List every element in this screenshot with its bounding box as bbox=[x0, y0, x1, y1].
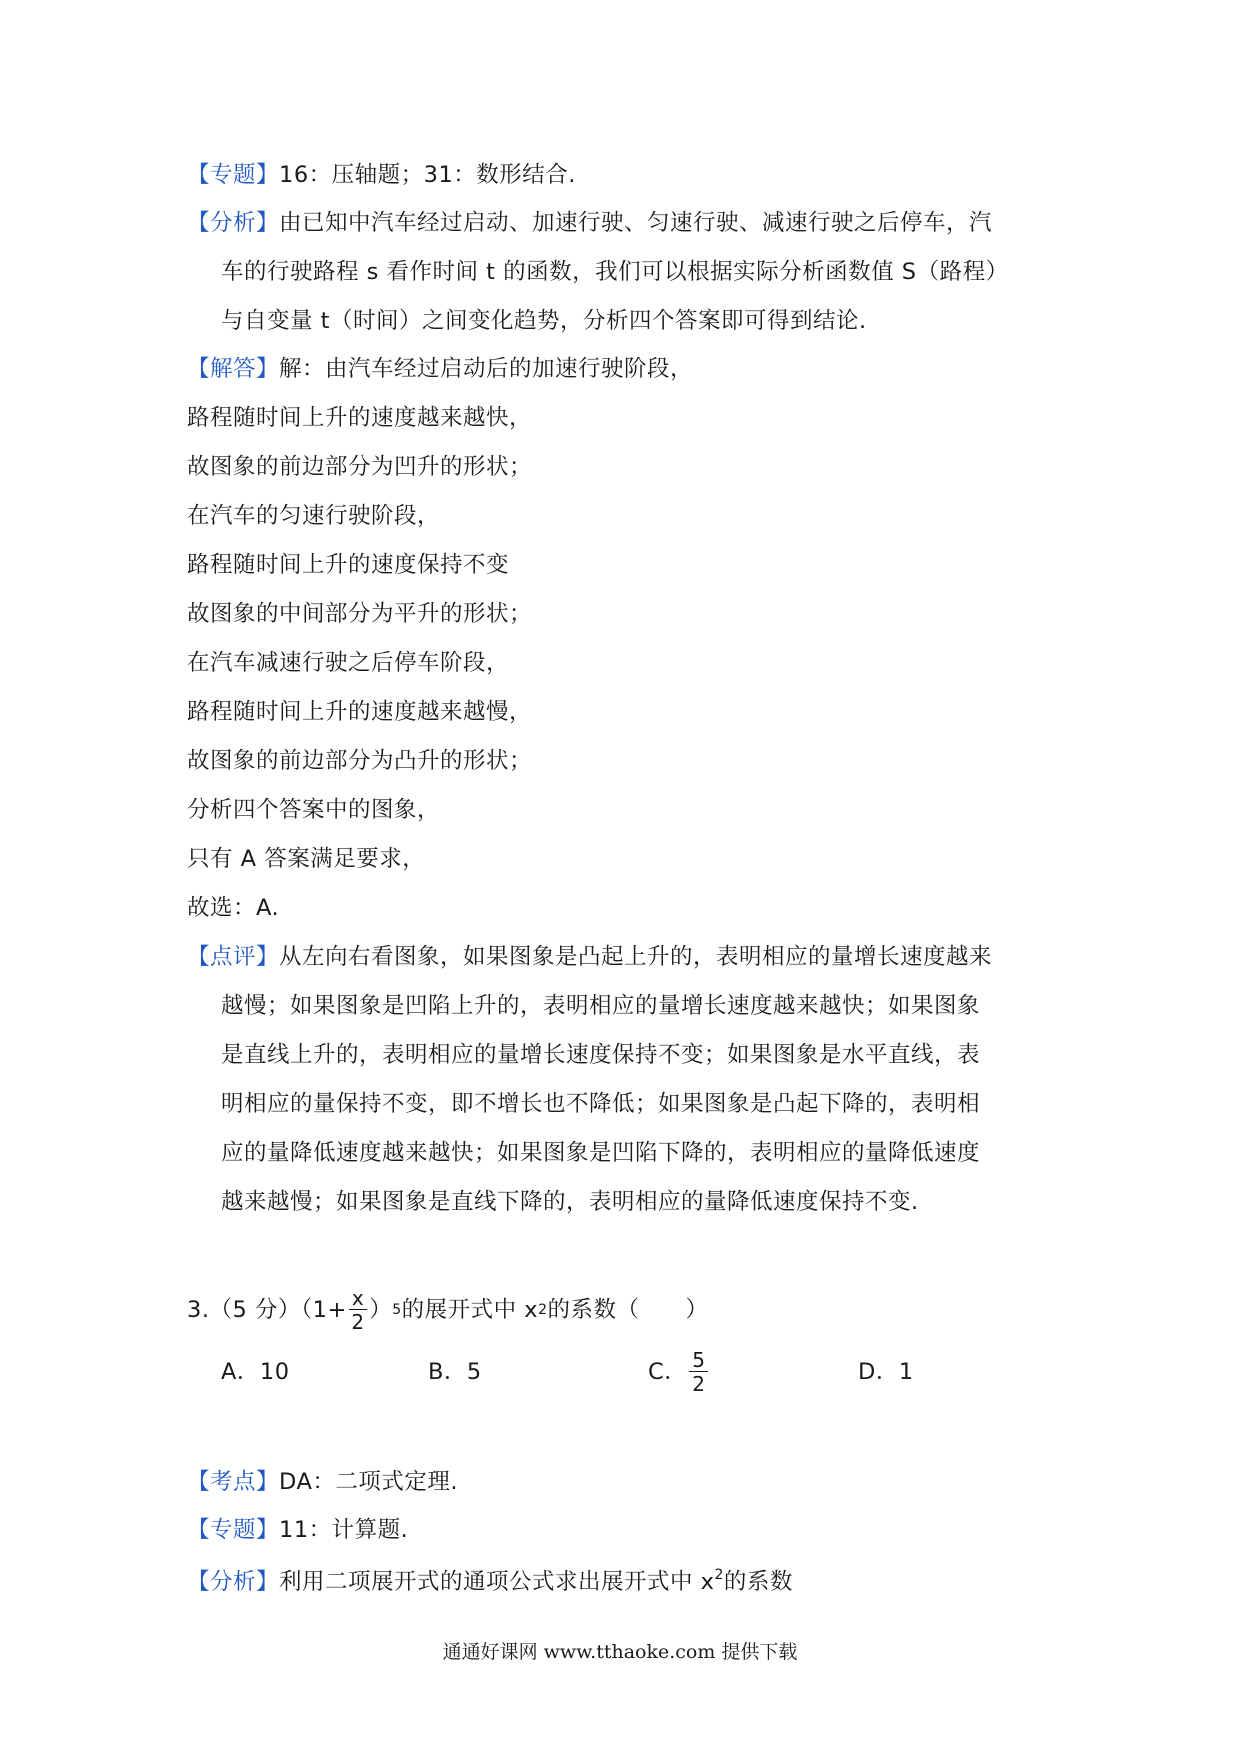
jieda-line: 在汽车减速行驶之后停车阶段， bbox=[187, 650, 510, 676]
q3-fraction bbox=[349, 1288, 367, 1332]
dianping-line-6: 越来越慢；如果图象是直线下降的，表明相应的量降低速度保持不变. bbox=[221, 1189, 919, 1215]
option-b: B．5 bbox=[428, 1359, 482, 1385]
q3-suffix: 的系数（ ） bbox=[547, 1296, 709, 1323]
jieda-line: 只有 A 答案满足要求， bbox=[187, 846, 426, 872]
page-footer: 通通好课网 www.tthaoke.com 提供下载 bbox=[442, 1641, 798, 1663]
option-a: A．10 bbox=[221, 1359, 290, 1385]
option-d: D．1 bbox=[858, 1359, 914, 1385]
zhuanti-text-2: 11：计算题. bbox=[279, 1517, 409, 1543]
fenxi-tag: 【分析】 bbox=[187, 210, 280, 236]
zhuanti-row-2 bbox=[187, 1519, 408, 1542]
zhuanti-tag: 【专题】 bbox=[187, 162, 280, 188]
option-c-num: 5 bbox=[689, 1350, 708, 1372]
fenxi-tail: 的系数 bbox=[723, 1569, 793, 1595]
fenxi-line-2: 车的行驶路程 s 看作时间 t 的函数，我们可以根据实际分析函数值 S（路程） bbox=[221, 259, 1009, 285]
jieda-line: 故图象的前边部分为凹升的形状； bbox=[187, 454, 533, 480]
q3-square: 2 bbox=[538, 1302, 548, 1318]
dianping-tag: 【点评】 bbox=[187, 944, 280, 970]
dianping-line-2: 越慢；如果图象是凹陷上升的，表明相应的量增长速度越来越快；如果图象 bbox=[221, 993, 981, 1019]
q3-middle: 的展开式中 x bbox=[401, 1296, 539, 1323]
jieda-line: 故图象的中间部分为平升的形状； bbox=[187, 601, 533, 627]
option-c-label: C． bbox=[648, 1358, 688, 1385]
jieda-tag: 【解答】 bbox=[187, 356, 280, 382]
jieda-line: 在汽车的匀速行驶阶段， bbox=[187, 503, 441, 529]
q3-frac-den: 2 bbox=[351, 1310, 365, 1334]
kaodian-tag: 【考点】 bbox=[187, 1469, 280, 1495]
jieda-line: 故选：A. bbox=[187, 895, 280, 921]
jieda-line: 路程随时间上升的速度保持不变 bbox=[187, 552, 510, 578]
kaodian-text: DA：二项式定理. bbox=[279, 1469, 458, 1495]
option-c-fraction bbox=[689, 1350, 708, 1394]
dianping-text-1: 从左向右看图象，如果图象是凸起上升的，表明相应的量增长速度越来 bbox=[279, 944, 993, 970]
fenxi-text-1: 由已知中汽车经过启动、加速行驶、匀速行驶、减速行驶之后停车，汽 bbox=[279, 210, 993, 236]
fenxi-line-1 bbox=[187, 212, 992, 235]
dianping-line-4: 明相应的量保持不变，即不增长也不降低；如果图象是凸起下降的，表明相 bbox=[221, 1091, 981, 1117]
zhuanti-tag-2: 【专题】 bbox=[187, 1517, 280, 1543]
jieda-line: 分析四个答案中的图象， bbox=[187, 797, 441, 823]
jieda-line: 故图象的前边部分为凸升的形状； bbox=[187, 748, 533, 774]
q3-frac-num: x bbox=[349, 1288, 367, 1310]
kaodian-row bbox=[187, 1471, 458, 1494]
fenxi-text-2: 利用二项展开式的通项公式求出展开式中 x bbox=[279, 1569, 715, 1595]
option-c bbox=[648, 1350, 710, 1394]
jieda-line: 路程随时间上升的速度越来越快， bbox=[187, 405, 533, 431]
fenxi-line-3: 与自变量 t（时间）之间变化趋势，分析四个答案即可得到结论. bbox=[221, 308, 867, 334]
jieda-line: 路程随时间上升的速度越来越慢， bbox=[187, 699, 533, 725]
jieda-row bbox=[187, 358, 693, 381]
q3-exponent: 5 bbox=[392, 1302, 402, 1318]
zhuanti-text: 16：压轴题；31：数形结合. bbox=[279, 162, 576, 188]
dianping-line-5: 应的量降低速度越来越快；如果图象是凹陷下降的，表明相应的量降低速度 bbox=[221, 1140, 981, 1166]
q3-close: ） bbox=[369, 1296, 393, 1323]
question-3 bbox=[187, 1288, 709, 1332]
fenxi-tag-2: 【分析】 bbox=[187, 1569, 280, 1595]
dianping-line-1 bbox=[187, 946, 992, 969]
fenxi-square: 2 bbox=[714, 1567, 724, 1583]
jieda-first: 解：由汽车经过启动后的加速行驶阶段， bbox=[279, 356, 694, 382]
option-c-den: 2 bbox=[692, 1372, 706, 1396]
dianping-line-3: 是直线上升的，表明相应的量增长速度保持不变；如果图象是水平直线，表 bbox=[221, 1042, 981, 1068]
zhuanti-row bbox=[187, 164, 576, 187]
fenxi-row-2 bbox=[187, 1568, 793, 1594]
q3-prefix: 3.（5 分）（1+ bbox=[187, 1296, 347, 1323]
